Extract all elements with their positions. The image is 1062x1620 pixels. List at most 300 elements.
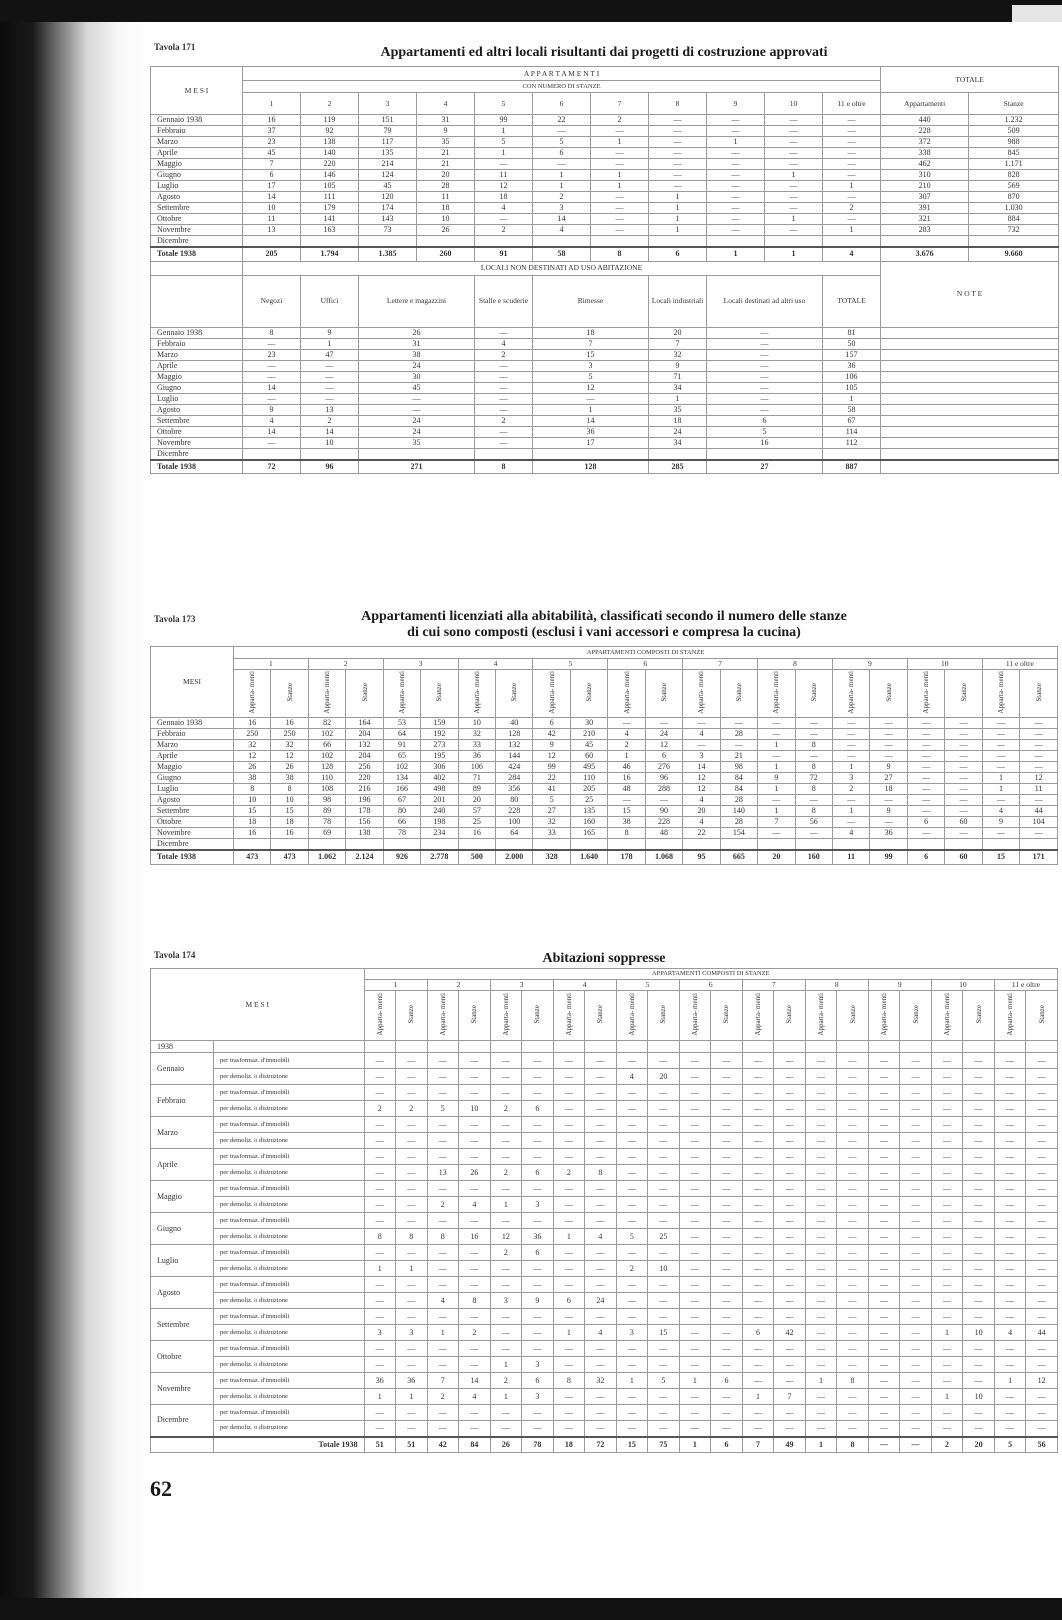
table-cell: 1 xyxy=(490,1197,522,1213)
table-cell: 42 xyxy=(427,1437,459,1453)
table-cell: 34 xyxy=(649,382,707,393)
table-cell: 44 xyxy=(1026,1325,1058,1341)
table-cell: — xyxy=(1026,1421,1058,1437)
table-cell: 4 xyxy=(683,795,720,806)
month-label: Agosto xyxy=(151,1277,214,1309)
table-cell: — xyxy=(522,1421,554,1437)
table-cell: — xyxy=(1020,795,1058,806)
table-cell: Apparta- menti xyxy=(697,670,706,714)
table-cell: — xyxy=(774,1085,806,1101)
table-cell: — xyxy=(585,1309,617,1325)
table-cell: — xyxy=(900,1421,932,1437)
table-cell: — xyxy=(907,806,944,817)
table-cell: 31 xyxy=(359,338,475,349)
table-cell: 1.794 xyxy=(301,247,359,261)
table-cell: — xyxy=(711,1197,743,1213)
table-cell: — xyxy=(1026,1069,1058,1085)
table-cell: 178 xyxy=(346,806,383,817)
table-cell: 6 xyxy=(522,1245,554,1261)
table-cell: — xyxy=(553,1213,585,1229)
table-cell: — xyxy=(522,1069,554,1085)
table-cell: 28 xyxy=(720,729,757,740)
table-cell: — xyxy=(459,1053,491,1069)
table-cell: 16 xyxy=(271,828,308,839)
table-cell: — xyxy=(931,1373,963,1389)
table-cell: 49 xyxy=(774,1437,806,1453)
month-label: Gennaio xyxy=(151,1053,214,1085)
table-cell: Negozi xyxy=(243,275,301,327)
table-cell: Agosto xyxy=(151,192,243,203)
table-cell: — xyxy=(774,1261,806,1277)
table-cell: — xyxy=(982,729,1019,740)
header-con-numero: CON NUMERO DI STANZE xyxy=(243,81,881,93)
table-cell: — xyxy=(301,393,359,404)
table-cell: 144 xyxy=(496,751,533,762)
table-cell: 7 xyxy=(774,1389,806,1405)
table-cell: — xyxy=(364,1181,396,1197)
table-cell: — xyxy=(963,1261,995,1277)
table-cell xyxy=(608,839,645,851)
table-cell: — xyxy=(900,1245,932,1261)
table-cell: — xyxy=(994,1213,1026,1229)
table-cell: — xyxy=(553,1421,585,1437)
table-cell: 21 xyxy=(417,159,475,170)
table-cell: — xyxy=(805,1277,837,1293)
table-cell: — xyxy=(459,1181,491,1197)
table-cell: — xyxy=(900,1261,932,1277)
table-row xyxy=(151,773,1058,784)
table-cell: — xyxy=(900,1389,932,1405)
table-cell: — xyxy=(711,1341,743,1357)
table-cell: — xyxy=(522,1261,554,1277)
table-cell: — xyxy=(427,1133,459,1149)
table-cell: — xyxy=(868,1421,900,1437)
table-cell xyxy=(243,448,301,460)
table-cell: 828 xyxy=(969,170,1059,181)
table-cell: 105 xyxy=(301,181,359,192)
table-cell: 24 xyxy=(359,426,475,437)
table-cell: 2 xyxy=(475,225,533,236)
table-cell: 3.676 xyxy=(881,247,969,261)
table-cell xyxy=(570,839,607,851)
table-cell: 22 xyxy=(683,828,720,839)
table-cell: 4 xyxy=(832,828,869,839)
table-cell: 2 xyxy=(308,659,383,670)
table-cell: Stanze xyxy=(659,1004,668,1024)
table-cell: — xyxy=(963,1277,995,1293)
table-cell: 6 xyxy=(679,980,742,991)
table-cell: 16 xyxy=(233,718,270,729)
table-cell: 154 xyxy=(720,828,757,839)
table-row xyxy=(151,784,1058,795)
table-cell: Ottobre xyxy=(151,214,243,225)
month-label: Luglio xyxy=(151,1245,214,1277)
table-cell: — xyxy=(364,1245,396,1261)
table-cell: — xyxy=(585,1133,617,1149)
table-cell: — xyxy=(649,126,707,137)
table-cell: — xyxy=(805,1325,837,1341)
table-cell: — xyxy=(1026,1341,1058,1357)
table-cell: — xyxy=(648,1053,680,1069)
table-cell: — xyxy=(679,1261,711,1277)
table-cell: — xyxy=(711,1229,743,1245)
table-cell: — xyxy=(533,126,591,137)
table-cell: 5 xyxy=(533,137,591,148)
table-cell: 120 xyxy=(359,192,417,203)
table-cell: 80 xyxy=(383,806,420,817)
table-cell: 104 xyxy=(1020,817,1058,828)
table-cell: — xyxy=(707,214,765,225)
table-cell: 6 xyxy=(522,1101,554,1117)
table-cell: 81 xyxy=(823,327,881,338)
table-cell: 884 xyxy=(969,214,1059,225)
table-cell: — xyxy=(459,1213,491,1229)
table-cell: — xyxy=(931,1229,963,1245)
table-cell: — xyxy=(837,1053,869,1069)
table-cell: 20 xyxy=(458,795,495,806)
table-cell: — xyxy=(427,1341,459,1357)
table-cell: 10 xyxy=(417,214,475,225)
table-cell: 20 xyxy=(649,327,707,338)
table-cell xyxy=(720,839,757,851)
table-cell: — xyxy=(982,828,1019,839)
table-cell: — xyxy=(553,1197,585,1213)
table-cell: — xyxy=(364,1133,396,1149)
table-cell: 4 xyxy=(417,93,475,115)
table-cell: — xyxy=(364,1149,396,1165)
table-cell: — xyxy=(832,718,869,729)
table-cell: 500 xyxy=(458,850,495,864)
table-cell: — xyxy=(711,1261,743,1277)
table-cell: — xyxy=(427,1213,459,1229)
table-cell: 15 xyxy=(982,850,1019,864)
reason-demolizione: per demoliz. o distruzione xyxy=(214,1357,364,1373)
table-cell: — xyxy=(427,1261,459,1277)
table-cell: — xyxy=(931,1133,963,1149)
table-cell: 1 xyxy=(649,192,707,203)
table-cell: 3 xyxy=(683,751,720,762)
table-cell: — xyxy=(427,1405,459,1421)
table-cell: — xyxy=(765,148,823,159)
table-cell: 6 xyxy=(553,1293,585,1309)
table-cell: — xyxy=(774,1373,806,1389)
table-cell: 12 xyxy=(1020,773,1058,784)
table-cell: 35 xyxy=(417,137,475,148)
table-cell: — xyxy=(585,1261,617,1277)
table-cell: 140 xyxy=(301,148,359,159)
table-cell: 5 xyxy=(475,137,533,148)
table-cell: — xyxy=(364,1405,396,1421)
table-cell: 4 xyxy=(994,1325,1026,1341)
table-cell: — xyxy=(963,1117,995,1133)
table-cell: 495 xyxy=(570,762,607,773)
table-cell: Agosto xyxy=(151,795,234,806)
table-cell: — xyxy=(522,1309,554,1325)
table-cell: Apparta- menti xyxy=(690,992,699,1036)
table-cell: — xyxy=(475,437,533,448)
table-cell: — xyxy=(900,1101,932,1117)
table-cell: — xyxy=(774,1357,806,1373)
table-cell: — xyxy=(805,1197,837,1213)
table-cell: 6 xyxy=(742,1325,774,1341)
table-cell: — xyxy=(585,1053,617,1069)
table-cell xyxy=(945,839,982,851)
table-cell: 67 xyxy=(823,415,881,426)
table-cell: 1 xyxy=(758,740,795,751)
table-cell: — xyxy=(679,1117,711,1133)
table-cell: — xyxy=(931,1117,963,1133)
table-cell: — xyxy=(994,1117,1026,1133)
table-cell: — xyxy=(931,1421,963,1437)
table-cell: — xyxy=(837,1405,869,1421)
table-cell: — xyxy=(648,1277,680,1293)
table-cell: — xyxy=(522,1213,554,1229)
table-cell: 78 xyxy=(308,817,345,828)
table-cell: 5 xyxy=(648,1373,680,1389)
table-cell: Stanze xyxy=(974,1004,983,1024)
table-cell: — xyxy=(679,1101,711,1117)
reason-demolizione: per demoliz. o distruzione xyxy=(214,1101,364,1117)
table-cell: — xyxy=(994,1309,1026,1325)
section-tavola-173 xyxy=(150,606,1058,936)
table-cell: — xyxy=(396,1117,428,1133)
table-cell: Apparta- menti xyxy=(501,992,510,1036)
table-cell: 11 xyxy=(417,192,475,203)
table-cell: — xyxy=(490,1341,522,1357)
table-row xyxy=(151,159,1059,170)
table-cell: 36 xyxy=(870,828,907,839)
table-cell: 3 xyxy=(522,1389,554,1405)
table-cell: 11 xyxy=(475,170,533,181)
table-cell: — xyxy=(765,225,823,236)
table-cell: 1 xyxy=(608,751,645,762)
table-cell: — xyxy=(963,1357,995,1373)
table-cell: 15 xyxy=(608,806,645,817)
table-cell: Dicembre xyxy=(151,236,243,248)
table-cell: — xyxy=(870,817,907,828)
table-cell: — xyxy=(711,1213,743,1229)
table-cell: 192 xyxy=(421,729,458,740)
table-cell: 78 xyxy=(383,828,420,839)
table-cell: — xyxy=(774,1133,806,1149)
table-cell: 2.124 xyxy=(346,850,383,864)
table-cell: Stanze xyxy=(734,682,743,702)
table-cell: — xyxy=(648,1245,680,1261)
table-cell: Stanze xyxy=(435,682,444,702)
table-cell: 9 xyxy=(707,93,765,115)
table-cell xyxy=(359,236,417,248)
table-cell: — xyxy=(774,1309,806,1325)
table-cell: — xyxy=(427,1149,459,1165)
table-cell: 10 xyxy=(301,437,359,448)
table-cell: — xyxy=(832,795,869,806)
table-cell: — xyxy=(868,1373,900,1389)
scan-top-border xyxy=(0,0,1062,22)
table-cell: Luglio xyxy=(151,393,243,404)
table-cell: — xyxy=(837,1117,869,1133)
table-cell: 1 xyxy=(243,93,301,115)
table-cell: — xyxy=(616,1165,648,1181)
table-cell: — xyxy=(837,1325,869,1341)
table-cell: — xyxy=(765,115,823,126)
table-cell: Apparta- menti xyxy=(622,670,631,714)
table-cell: 1.640 xyxy=(570,850,607,864)
table-cell: — xyxy=(616,1277,648,1293)
table-row xyxy=(151,1325,1058,1341)
table-cell: 6 xyxy=(711,1437,743,1453)
table-cell: — xyxy=(459,1261,491,1277)
table-cell: — xyxy=(742,1277,774,1293)
table-cell: — xyxy=(994,1229,1026,1245)
table-cell: 14 xyxy=(243,426,301,437)
table-row xyxy=(151,718,1058,729)
table-cell: — xyxy=(616,1357,648,1373)
table-cell: — xyxy=(868,1277,900,1293)
table-cell: 48 xyxy=(645,828,682,839)
table-cell: — xyxy=(364,1213,396,1229)
table-cell: — xyxy=(931,1293,963,1309)
table-cell: 1 xyxy=(994,1373,1026,1389)
table-cell: 8 xyxy=(795,740,832,751)
table-cell: 26 xyxy=(490,1437,522,1453)
table-cell: 146 xyxy=(301,170,359,181)
table-cell: Apparta- menti xyxy=(943,992,952,1036)
table-cell: — xyxy=(931,1309,963,1325)
table-cell: — xyxy=(931,1101,963,1117)
table-cell: Maggio xyxy=(151,159,243,170)
table-cell: — xyxy=(591,126,649,137)
table-cell: 220 xyxy=(346,773,383,784)
table-cell: 1 xyxy=(649,225,707,236)
table-cell: 38 xyxy=(271,773,308,784)
table-cell: — xyxy=(907,828,944,839)
total-row xyxy=(151,247,1059,261)
table-cell: — xyxy=(945,729,982,740)
table-row xyxy=(151,1277,1058,1293)
table-cell: — xyxy=(711,1245,743,1261)
table-row xyxy=(151,1373,1058,1389)
table-cell: — xyxy=(900,1181,932,1197)
table-cell: 45 xyxy=(243,148,301,159)
table-cell: — xyxy=(837,1389,869,1405)
table-row xyxy=(151,327,1059,338)
table-cell: — xyxy=(490,1421,522,1437)
table-cell: — xyxy=(1026,1101,1058,1117)
table-cell: — xyxy=(364,1069,396,1085)
table-cell: — xyxy=(795,751,832,762)
note-cell xyxy=(881,404,1059,415)
table-label: Tavola 174 xyxy=(154,950,196,960)
table-cell: — xyxy=(832,817,869,828)
table-cell: 6 xyxy=(533,93,591,115)
table-cell: 2 xyxy=(459,1325,491,1341)
table-cell: — xyxy=(711,1149,743,1165)
table-cell: 140 xyxy=(720,806,757,817)
table-cell: — xyxy=(837,1309,869,1325)
table-cell: — xyxy=(591,203,649,214)
table-cell: — xyxy=(931,1277,963,1293)
table-cell: — xyxy=(649,181,707,192)
table-cell: — xyxy=(963,1149,995,1165)
table-cell: 2 xyxy=(427,1389,459,1405)
table-cell: — xyxy=(868,1181,900,1197)
table-cell: 12 xyxy=(645,740,682,751)
table-cell: 1 xyxy=(533,170,591,181)
table-cell: 256 xyxy=(346,762,383,773)
table-cell: — xyxy=(648,1165,680,1181)
table-cell: 1 xyxy=(758,762,795,773)
table-cell: 205 xyxy=(243,247,301,261)
table-cell: — xyxy=(805,1181,837,1197)
table-cell: Stanze xyxy=(848,1004,857,1024)
table-cell: — xyxy=(765,181,823,192)
table-cell: — xyxy=(707,393,823,404)
table-cell: 7 xyxy=(533,338,649,349)
table-cell: 2 xyxy=(553,1165,585,1181)
table-cell: — xyxy=(522,1053,554,1069)
table-cell: Agosto xyxy=(151,404,243,415)
table-cell: — xyxy=(900,1373,932,1389)
table-cell: — xyxy=(900,1357,932,1373)
table-cell: — xyxy=(475,327,533,338)
table-cell: — xyxy=(900,1437,932,1453)
table-cell: — xyxy=(805,1405,837,1421)
table-cell: 51 xyxy=(364,1437,396,1453)
table-cell: — xyxy=(1026,1053,1058,1069)
table-cell: — xyxy=(994,1181,1026,1197)
table-cell: 21 xyxy=(417,148,475,159)
table-cell: — xyxy=(931,1181,963,1197)
table-cell: 40 xyxy=(496,718,533,729)
table-cell: — xyxy=(742,1309,774,1325)
table-row xyxy=(151,740,1058,751)
table-cell: — xyxy=(522,1277,554,1293)
table-cell: — xyxy=(616,1389,648,1405)
table-cell: — xyxy=(679,1213,711,1229)
table-cell: — xyxy=(648,1309,680,1325)
table-cell: — xyxy=(758,718,795,729)
table-cell: 1.385 xyxy=(359,247,417,261)
table-cell: Giugno xyxy=(151,170,243,181)
table-cell: — xyxy=(585,1357,617,1373)
table-cell: 2 xyxy=(490,1373,522,1389)
table-cell: 4 xyxy=(616,1069,648,1085)
table-cell: — xyxy=(1020,762,1058,773)
table-cell: 26 xyxy=(233,762,270,773)
note-cell xyxy=(881,460,1059,474)
table-cell: — xyxy=(301,360,359,371)
table-cell: — xyxy=(823,192,881,203)
table-row xyxy=(151,1069,1058,1085)
table-cell: 4 xyxy=(459,1197,491,1213)
table-cell: 27 xyxy=(870,773,907,784)
table-cell: — xyxy=(795,729,832,740)
table-cell: Apparta- menti xyxy=(472,670,481,714)
table-cell xyxy=(982,839,1019,851)
table-cell: — xyxy=(805,1341,837,1357)
table-cell: 98 xyxy=(720,762,757,773)
table-cell: 7 xyxy=(742,1437,774,1453)
table-cell: 1 xyxy=(591,181,649,192)
table-cell: 135 xyxy=(570,806,607,817)
table-cell: — xyxy=(868,1101,900,1117)
table-cell: 9 xyxy=(243,404,301,415)
table-cell xyxy=(907,839,944,851)
table-cell: 372 xyxy=(881,137,969,148)
table-row xyxy=(151,225,1059,236)
table-cell: — xyxy=(868,1341,900,1357)
table-cell xyxy=(496,839,533,851)
